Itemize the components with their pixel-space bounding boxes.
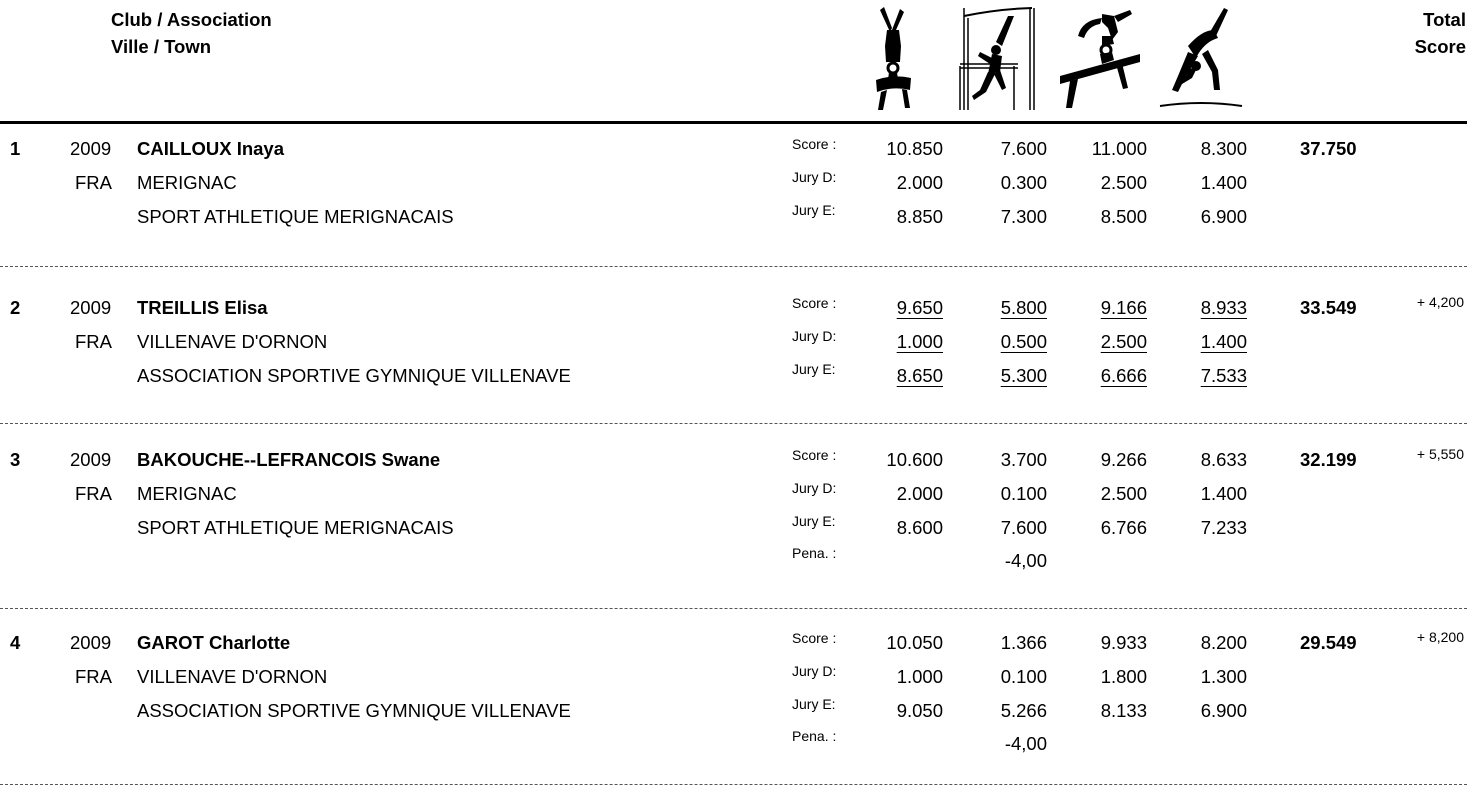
result-row-1: [0, 128, 1483, 278]
jury-d-bars: 0.300: [1000, 172, 1047, 193]
jury-e-vault: 8.850: [896, 206, 943, 227]
score-floor: 8.933: [1200, 297, 1247, 318]
score-label: Score :: [792, 447, 837, 463]
jury-e-beam: 8.500: [1100, 206, 1147, 227]
gymnast-name: GAROT Charlotte: [137, 632, 291, 653]
jury-e-label: Jury E:: [792, 513, 836, 529]
total-score: 32.199: [1300, 449, 1357, 470]
total-column-header: Total: [1423, 9, 1466, 30]
jury-e-beam: 6.766: [1100, 517, 1147, 538]
jury-d-vault: 2.000: [896, 172, 943, 193]
jury-e-vault: 8.600: [896, 517, 943, 538]
town: VILLENAVE D'ORNON: [137, 666, 328, 687]
jury-d-bars: 0.100: [1000, 666, 1047, 687]
jury-e-floor: 7.233: [1200, 517, 1247, 538]
jury-d-beam: 2.500: [1100, 331, 1147, 352]
score-vault: 10.050: [886, 632, 943, 653]
gymnast-name: BAKOUCHE--LEFRANCOIS Swane: [137, 449, 441, 470]
jury-e-vault: 8.650: [896, 365, 943, 386]
score-vault: 10.600: [886, 449, 943, 470]
score-floor: 8.300: [1200, 138, 1247, 159]
nation: FRA: [75, 666, 112, 687]
score-beam: 11.000: [1091, 138, 1147, 159]
result-row-3: [0, 439, 1483, 589]
header-divider: [0, 121, 1467, 124]
score-floor: 8.200: [1200, 632, 1247, 653]
jury-d-floor: 1.300: [1200, 666, 1247, 687]
birth-year: 2009: [70, 297, 112, 318]
club: SPORT ATHLETIQUE MERIGNACAIS: [137, 517, 454, 538]
town: MERIGNAC: [137, 483, 237, 504]
result-row-4: [0, 622, 1483, 772]
jury-e-floor: 7.533: [1200, 365, 1247, 386]
score-label: Score :: [792, 295, 837, 311]
jury-e-beam: 6.666: [1100, 365, 1147, 386]
row-separator: [0, 784, 1467, 785]
gymnast-name: TREILLIS Elisa: [137, 297, 268, 318]
jury-d-label: Jury D:: [792, 480, 837, 496]
points-behind: + 8,200: [1416, 629, 1464, 645]
jury-e-label: Jury E:: [792, 202, 836, 218]
row-separator: [0, 423, 1467, 424]
rank: 2: [10, 297, 21, 318]
jury-d-beam: 2.500: [1100, 483, 1147, 504]
total-score: 33.549: [1300, 297, 1357, 318]
jury-e-bars: 7.600: [1000, 517, 1047, 538]
jury-d-beam: 2.500: [1100, 172, 1147, 193]
town: MERIGNAC: [137, 172, 237, 193]
score-column-header: Score: [1414, 36, 1466, 57]
score-bars: 5.800: [1000, 297, 1047, 318]
town: VILLENAVE D'ORNON: [137, 331, 328, 352]
nation: FRA: [75, 331, 112, 352]
total-score: 29.549: [1300, 632, 1357, 653]
score-beam: 9.166: [1100, 297, 1147, 318]
rank: 3: [10, 449, 21, 470]
points-behind: + 4,200: [1416, 294, 1464, 310]
jury-e-label: Jury E:: [792, 696, 836, 712]
club: ASSOCIATION SPORTIVE GYMNIQUE VILLENAVE: [137, 700, 571, 721]
jury-e-floor: 6.900: [1200, 206, 1247, 227]
jury-d-label: Jury D:: [792, 169, 837, 185]
row-separator: [0, 266, 1467, 267]
jury-e-bars: 5.300: [1000, 365, 1047, 386]
town-column-header: Ville / Town: [111, 36, 212, 57]
score-beam: 9.933: [1100, 632, 1147, 653]
score-bars: 7.600: [1000, 138, 1047, 159]
penalty-label: Pena. :: [792, 728, 837, 744]
jury-d-floor: 1.400: [1200, 483, 1247, 504]
jury-d-bars: 0.100: [1000, 483, 1047, 504]
jury-e-vault: 9.050: [896, 700, 943, 721]
result-row-2: [0, 287, 1483, 437]
jury-e-bars: 7.300: [1000, 206, 1047, 227]
birth-year: 2009: [70, 449, 112, 470]
nation: FRA: [75, 172, 112, 193]
jury-d-vault: 2.000: [896, 483, 943, 504]
points-behind: + 5,550: [1416, 446, 1464, 462]
rank: 1: [10, 138, 21, 159]
jury-d-vault: 1.000: [896, 666, 943, 687]
jury-d-beam: 1.800: [1100, 666, 1147, 687]
score-floor: 8.633: [1200, 449, 1247, 470]
jury-e-floor: 6.900: [1200, 700, 1247, 721]
jury-e-label: Jury E:: [792, 361, 836, 377]
balance-beam-icon: [1058, 6, 1142, 112]
club: SPORT ATHLETIQUE MERIGNACAIS: [137, 206, 454, 227]
penalty-bars: -4,00: [1004, 733, 1047, 754]
rank: 4: [10, 632, 21, 653]
jury-d-label: Jury D:: [792, 328, 837, 344]
score-bars: 1.366: [1000, 632, 1047, 653]
jury-e-bars: 5.266: [1000, 700, 1047, 721]
jury-d-floor: 1.400: [1200, 172, 1247, 193]
penalty-label: Pena. :: [792, 545, 837, 561]
gymnast-name: CAILLOUX Inaya: [137, 138, 284, 159]
club: ASSOCIATION SPORTIVE GYMNIQUE VILLENAVE: [137, 365, 571, 386]
score-label: Score :: [792, 630, 837, 646]
uneven-bars-icon: [958, 6, 1040, 112]
jury-d-vault: 1.000: [896, 331, 943, 352]
score-vault: 10.850: [886, 138, 943, 159]
jury-e-beam: 8.133: [1100, 700, 1147, 721]
total-score: 37.750: [1300, 138, 1357, 159]
score-label: Score :: [792, 136, 837, 152]
birth-year: 2009: [70, 632, 112, 653]
floor-icon: [1158, 6, 1244, 112]
score-vault: 9.650: [896, 297, 943, 318]
score-beam: 9.266: [1100, 449, 1147, 470]
row-separator: [0, 608, 1467, 609]
jury-d-floor: 1.400: [1200, 331, 1247, 352]
club-column-header: Club / Association: [111, 9, 272, 30]
vault-icon: [870, 6, 916, 112]
nation: FRA: [75, 483, 112, 504]
score-bars: 3.700: [1000, 449, 1047, 470]
penalty-bars: -4,00: [1004, 550, 1047, 571]
birth-year: 2009: [70, 138, 112, 159]
jury-d-bars: 0.500: [1000, 331, 1047, 352]
jury-d-label: Jury D:: [792, 663, 837, 679]
